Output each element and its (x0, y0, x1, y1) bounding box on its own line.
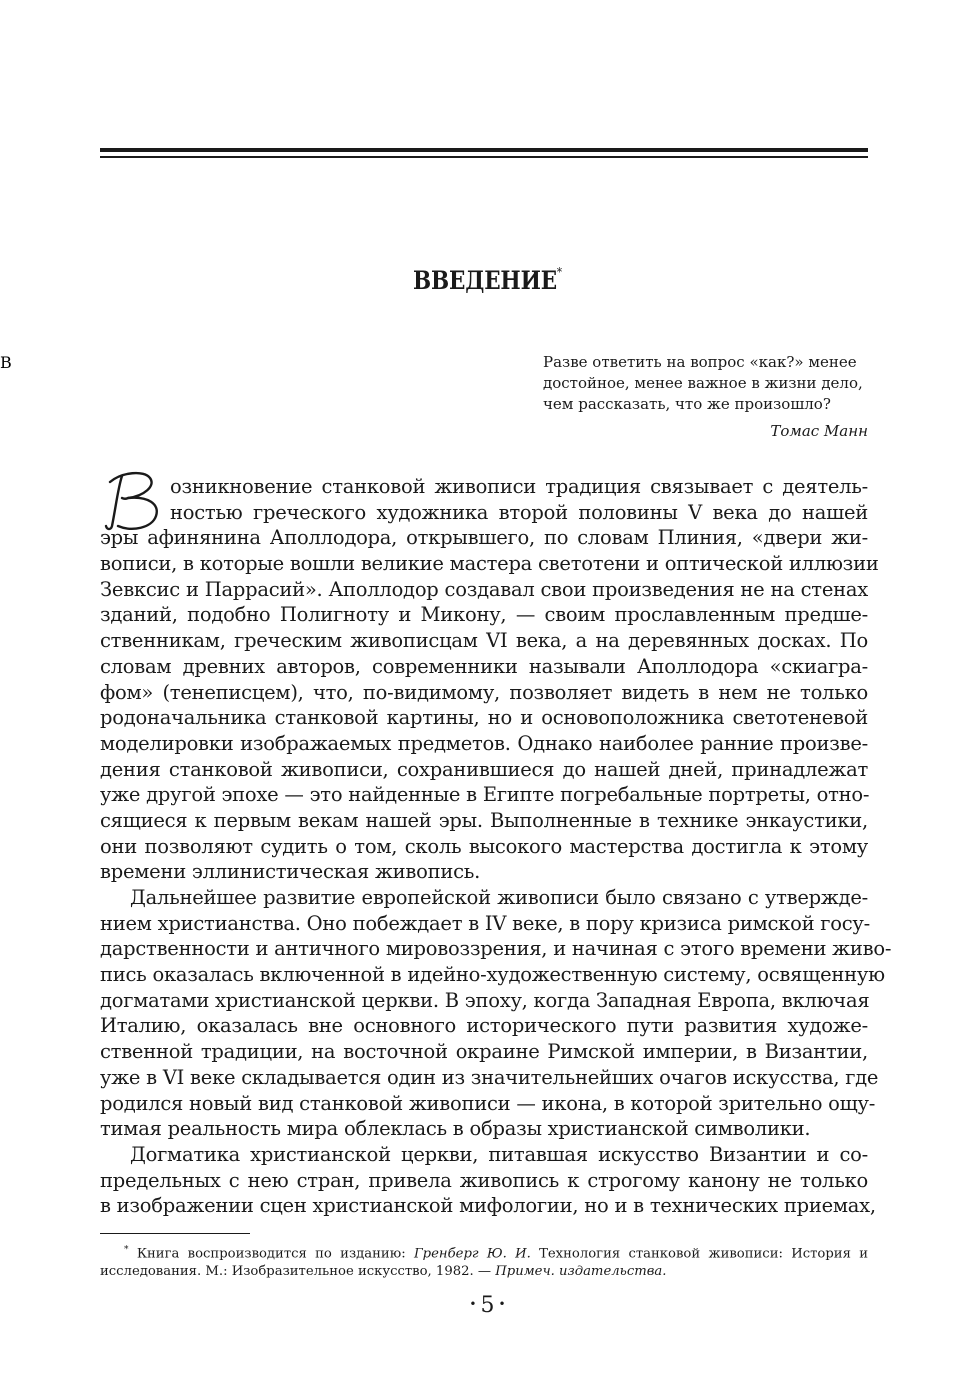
text-line: нием христианства. Оно побеждает в IV веке, в пору кризиса римской госу- (100, 911, 870, 935)
footnote-book: Технология станковой живописи: История и (530, 1246, 868, 1262)
text-line: дения станковой живописи, сохранившиеся до нашей дней, принадлежат (100, 757, 868, 781)
text-line: ственникам, греческим живописцам VI века, а на деревянных досках. По (100, 629, 868, 653)
text-line: в изображении сцен христианской мифологии, но и в технических приемах, (100, 1194, 876, 1218)
body-text (100, 474, 892, 1219)
text-line: пись оказалась включенной в идейно-художественную систему, освященную (100, 963, 885, 987)
footnote (100, 1241, 868, 1281)
page-number: • 5 • (469, 1293, 506, 1318)
epigraph-line: чем рассказать, что же произошло? (543, 395, 831, 413)
text-line: родился новый вид станковой живописи — икона, в которой зрительно ощу- (100, 1091, 876, 1115)
text-line: Зевксис и Паррасий». Аполлодор создавал свои произведения не на стенах (100, 577, 868, 601)
text-line: тимая реальность мира облеклась в образы христианской символики. (100, 1117, 811, 1141)
text-line: Италию, оказалась вне основного исторического пути развития художе- (100, 1014, 868, 1038)
text-line: ностью греческого художника второй половины V века до нашей (170, 500, 868, 524)
footnote-line (100, 1263, 868, 1281)
text-line: времени эллинистическая живопись. (100, 860, 481, 884)
footnote-note: Примеч. издательства. (495, 1264, 667, 1280)
text-line: вописи, в которые вошли великие мастера светотени и оптической иллюзии (100, 552, 879, 576)
text-line: моделировки изображаемых предметов. Однако наиболее ранние произве- (100, 731, 868, 755)
footnote-lead: Книга воспроизводится по изданию: (136, 1246, 414, 1262)
epigraph-line: достойное, менее важное в жизни дело, (543, 374, 863, 392)
epigraph-line: Разве ответить на вопрос «как?» менее (543, 353, 857, 371)
text-line: уже в VI веке складывается один из значительнейших очагов искусства, где (100, 1065, 879, 1089)
text-line: Дальнейшее развитие европейской живописи было связано с утвержде- (130, 886, 868, 909)
title-footnote-mark: * (556, 264, 562, 279)
text-line: Догматика христианской церкви, питавшая искусство Византии и со- (130, 1142, 868, 1166)
text-line: предельных с нею стран, привела живопись к строгому канону не только (100, 1168, 868, 1192)
epigraph (543, 352, 868, 415)
text-line: сящиеся к первым векам нашей эры. Выполненные в технике энкаустики, (100, 808, 868, 832)
footnote-rule (100, 1233, 250, 1234)
chapter-title-text: ВВЕДЕНИЕ (413, 266, 557, 295)
text-line: родоначальника станковой картины, но и основоположника светотеневой (100, 706, 868, 730)
footnote-line (100, 1241, 868, 1263)
text-line: уже другой эпохе — это найденные в Египте погребальные портреты, отно- (100, 783, 870, 807)
text-line: озникновение станковой живописи традиция связывает с деятель- (170, 475, 868, 498)
text-line: зданий, подобно Полигноту и Микону, — своим прославленным предше- (100, 603, 868, 627)
text-line: они позволяют судить о том, сколь высокого мастерства достигла к этому (100, 834, 868, 858)
text-line: ственной традиции, на восточной окраине Римской империи, в Византии, (100, 1040, 868, 1064)
text-line: догматами христианской церкви. В эпоху, когда Западная Европа, включая (100, 988, 870, 1012)
page-number-value: 5 (480, 1293, 495, 1318)
text-line: словам древних авторов, современники называли Аполлодора «скиагра- (100, 654, 868, 678)
text-line: фом» (тенеписцем), что, по-видимому, позволяет видеть в нем не только (100, 680, 868, 704)
drop-cap-letter: В (0, 353, 12, 372)
epigraph-author: Томас Манн (770, 422, 868, 440)
header-rule-thin (100, 156, 868, 158)
footnote-publisher: исследования. М.: Изобразительное искусство, 1982. — (100, 1264, 496, 1280)
text-line: эры афинянина Аполлодора, открывшего, по словам Плиния, «двери жи- (100, 526, 868, 550)
header-rule-thick (100, 148, 868, 152)
text-line: дарственности и античного мировоззрения, и начиная с этого времени живо- (100, 937, 892, 961)
footnote-mark: * (124, 1245, 129, 1255)
footnote-author: Гренберг Ю. И. (413, 1246, 531, 1262)
chapter-title (68, 266, 907, 295)
